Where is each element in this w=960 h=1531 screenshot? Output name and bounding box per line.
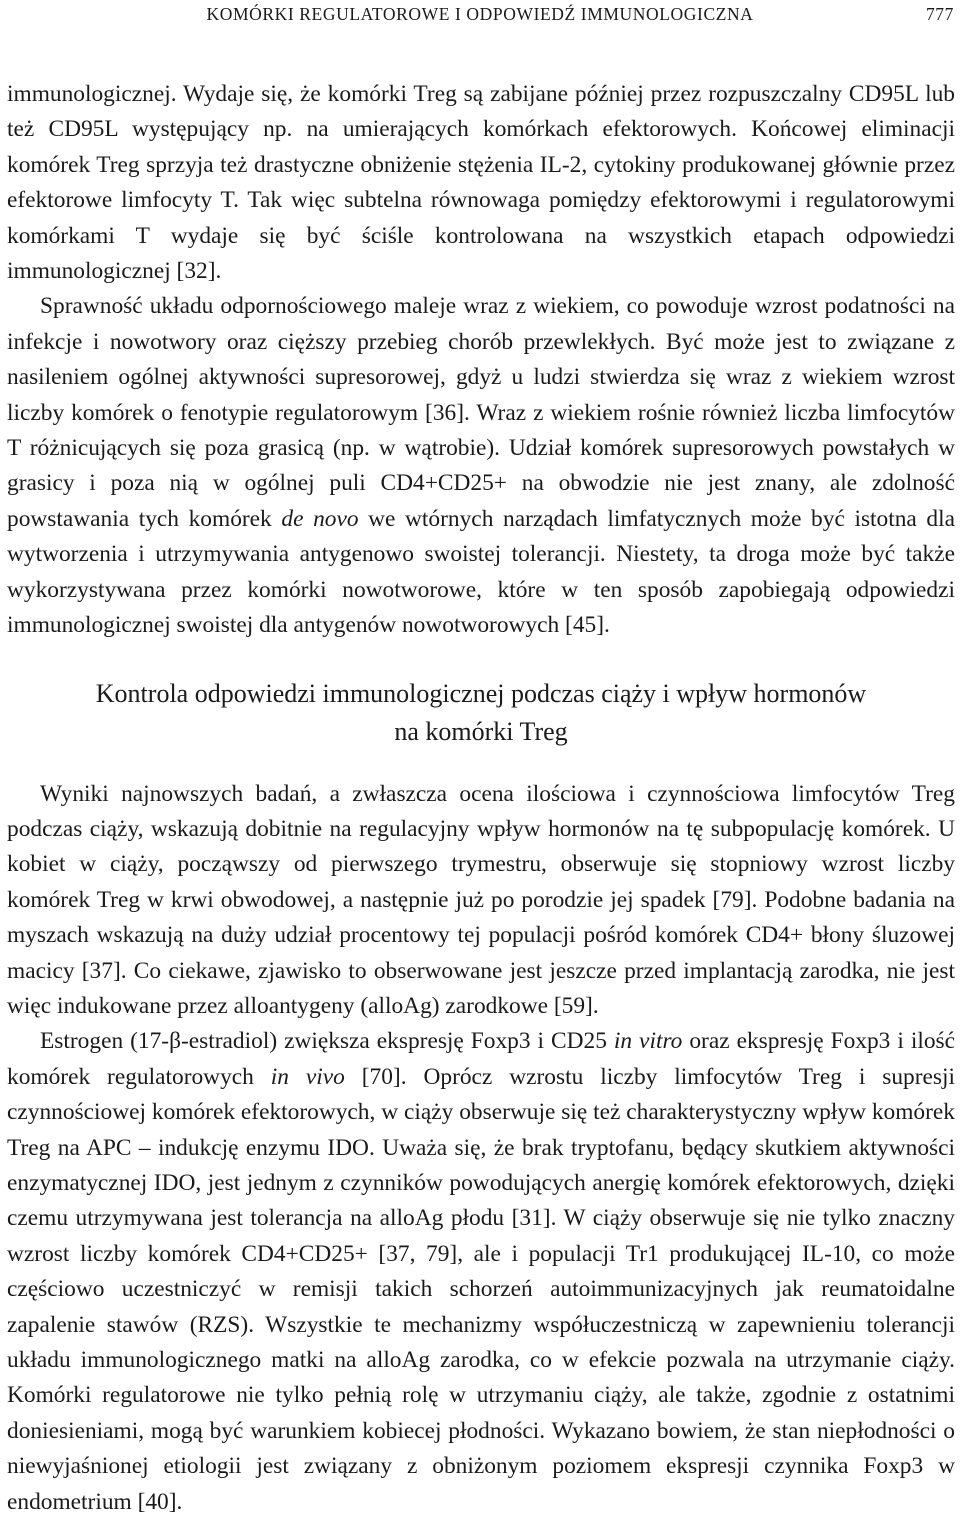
italic-term: in vivo <box>270 1063 345 1090</box>
text-run: we wtórnych narządach limfatycznych może być istotna dla wytworzenia i utrzymywania antygenowo swoistej tolerancji. Niestety, ta droga może być także wykorzystywana przez komórki nowotworowe, które w ten sposób zapobiegają odpowiedzi immunologicznej swoistej dla antygenów nowotworowych [45]. <box>7 505 956 639</box>
paragraph <box>7 289 955 643</box>
paragraph-continuation <box>7 77 955 289</box>
running-title: KOMÓRKI REGULATOROWE I ODPOWIEDŹ IMMUNOLOGICZNA <box>206 4 754 24</box>
section-heading <box>7 675 955 751</box>
section-heading-line-1: Kontrola odpowiedzi immunologicznej podczas ciąży i wpływ hormonów <box>95 678 867 708</box>
paragraph <box>7 777 955 1025</box>
text-run: Sprawność układu odpornościowego maleje wraz z wiekiem, co powoduje wzrost podatności na infekcje i nowotwory oraz cięższy przebieg chorób przewlekłych. Być może jest to związane z nasileniem ogólnej aktywności supresorowej, gdyż u ludzi stwierdza się wraz z wiekiem wzrost liczby komórek o fenotypie regulatorowym [36]. Wraz z wiekiem rośnie również liczba limfocytów T różnicujących się poza grasicą (np. w wątrobie). Udział komórek supresorowych powstałych w grasicy i poza nią w ogólnej puli CD4+CD25+ na obwodzie nie jest znany, ale zdolność powstawania tych komórek <box>7 293 955 532</box>
italic-term: in vitro <box>613 1028 683 1055</box>
running-header <box>0 4 960 28</box>
page-number: 777 <box>925 4 954 24</box>
text-run: Wyniki najnowszych badań, a zwłaszcza ocena ilościowa i czynnościowa limfocytów Treg podczas ciąży, wskazują dobitnie na regulacyjny wpływ hormonów na tę subpopulację komórek. U kobiet w ciąży, począwszy od pierwszego trymestru, obserwuje się stopniowy wzrost liczby komórek Treg w krwi obwodowej, a następnie już po porodzie jej spadek [79]. Podobne badania na myszach wskazują na duży udział procentowy tej populacji pośród komórek CD4+ błony śluzowej macicy [37]. Co ciekawe, zjawisko to obserwowane jest jeszcze przed implantacją zarodka, nie jest więc indukowane przez alloantygeny (alloAg) zarodkowe [59]. <box>7 780 955 1019</box>
text-run: Estrogen (17-β-estradiol) zwiększa ekspresję Foxp3 i CD25 <box>40 1028 614 1055</box>
text-run: [70]. Oprócz wzrostu liczby limfocytów Treg i supresji czynnościowej komórek efektorowych, w ciąży obserwuje się też charakterystyczny wpływ komórek Treg na APC – indukcję enzymu IDO. Uważa się, że brak tryptofanu, będący skutkiem aktywności enzymatycznej IDO, jest jednym z czynników powodujących anergię komórek efektorowych, dzięki czemu utrzymywana jest tolerancja na alloAg płodu [31]. W ciąży obserwuje się nie tylko znaczny wzrost liczby komórek CD4+CD25+ [37, 79], ale i populacji Tr1 produkującej IL-10, co może częściowo uczestniczyć w remisji takich schorzeń autoimmunizacyjnych jak reumatoidalne zapalenie stawów (RZS). Wszystkie te mechanizmy współuczestniczą w zapewnieniu tolerancji układu immunologicznego matki na alloAg zarodka, co w efekcie pozwala na utrzymanie ciąży. Komórki regulatorowe nie tylko pełnią rolę w utrzymaniu ciąży, ale także, zgodnie z ostatnimi doniesieniami, mogą być warunkiem kobiecej płodności. Wykazano bowiem, że stan niepłodności o niewyjaśnionej etiologii jest związany z obniżonym poziomem ekspresji czynnika Foxp3 w endometrium [40]. <box>7 1063 956 1515</box>
italic-term: de novo <box>281 505 359 532</box>
section-heading-line-2: na komórki Treg <box>394 716 568 746</box>
body-text <box>7 77 955 1520</box>
paragraph <box>7 1024 955 1520</box>
text-run: oraz ekspresję Foxp3 i ilość komórek regulatorowych <box>7 1028 955 1090</box>
text-run: immunologicznej. Wydaje się, że komórki Treg są zabijane później przez rozpuszczalny CD95L lub też CD95L występujący np. na umierających komórkach efektorowych. Końcowej eliminacji komórek Treg sprzyja też drastyczne obniżenie stężenia IL-2, cytokiny produkowanej głównie przez efektorowe limfocyty T. Tak więc subtelna równowaga pomiędzy efektorowymi i regulatorowymi komórkami T wydaje się być ściśle kontrolowana na wszystkich etapach odpowiedzi immunologicznej [32]. <box>7 81 955 285</box>
